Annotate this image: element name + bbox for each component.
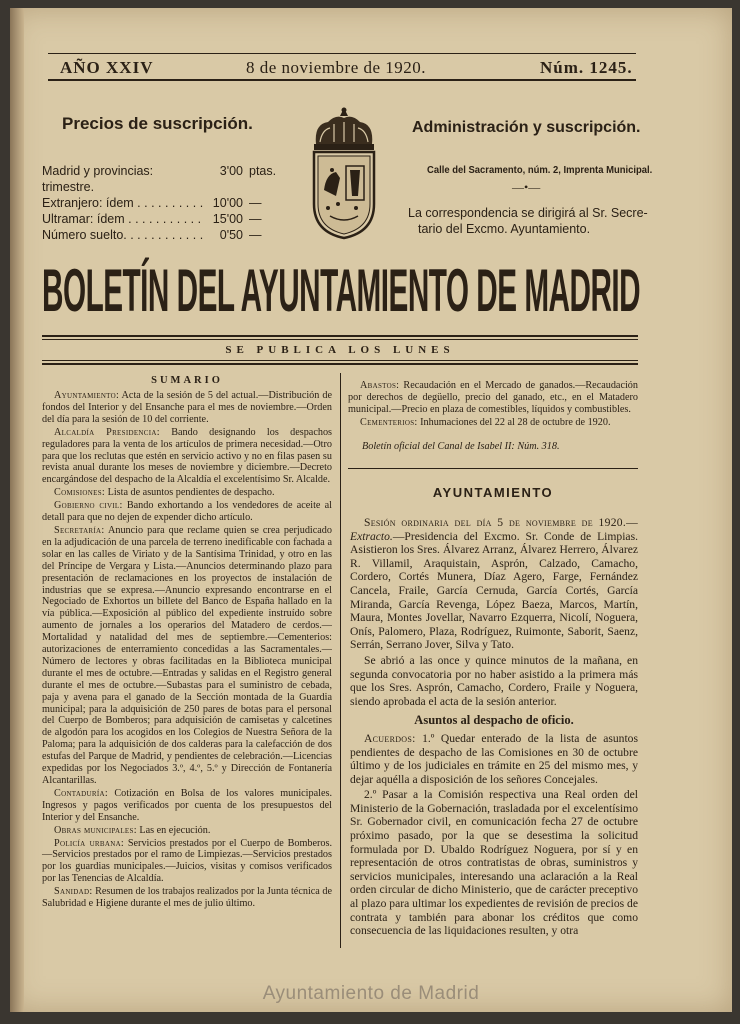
- administration-note-line-1: La correspondencia se dirigirá al Sr. Secre-: [408, 206, 648, 220]
- administration-note-line-2: tario del Excmo. Ayuntamiento.: [418, 222, 591, 236]
- section-text: Recaudación en el Mercado de ganados.—Recaudación por derechos de degüello, precio del ganado, etc., en el Matadero municipal.—Precio en plaza de comestibles, líquidos y combustibles.: [348, 380, 638, 415]
- price-row: [42, 195, 276, 211]
- summary-paragraph: [42, 500, 332, 524]
- administration-dash: —•—: [512, 180, 541, 194]
- summary-paragraph: [42, 487, 332, 499]
- summary-heading: SUMARIO: [151, 375, 223, 386]
- price-amount: 15'00: [212, 212, 243, 226]
- summary-paragraph: [42, 838, 332, 886]
- header-top-rule: [48, 53, 636, 54]
- summary-paragraph: [42, 886, 332, 910]
- subscription-title: Precios de suscripción.: [62, 114, 253, 133]
- price-label: Ultramar: ídem . . . . . . . . . . .: [42, 212, 202, 226]
- canal-bulletin: Boletín oficial del Canal de Isabel II: Núm. 318.: [362, 441, 560, 452]
- section-lead: Abastos:: [360, 380, 400, 391]
- summary-paragraph: [42, 427, 332, 487]
- section-text: Bando exhortando a los vendedores de aceite al detall para que no dejen de expender dicho artículo.: [42, 500, 332, 524]
- header-bottom-rule: [48, 79, 636, 81]
- tagline-rule-2: [42, 363, 638, 365]
- summary-column: [42, 390, 332, 911]
- price-amount: 0'50: [219, 228, 243, 242]
- subscription-price-table: [42, 163, 276, 243]
- section-text: Anuncio para que reclame quien se crea perjudicado en la adjudicación de una parcela de terreno inedificable con fachada a solar en las calles de Viriato y de la Santísima Trinidad, y otro en las del Príncipe de Vergara y Lista.—Anuncios determinando plazo para presentación de reclamaciones en los proyectos de instalación de industrias que se expresa.—Anuncio expresando encontrarse en el Negociado de Exhortos un billete del Banco de España hallado en la vía pública.—Exposición al público del expediente instruído sobre aumento de jornales a los operarios del Matadero de cerdos.—Mortalidad y natalidad del mes de septiembre.—Cementerios: autorizaciones de enterramiento concedidas a las Sacramentales.—Número de lectores y obras facilitadas en la Biblioteca municipal durante el mes de octubre.—Entradas y salidas en el Registro general durante el mes de octubre.—Subastas para el suministro de cebada, paja y avena para el ganado de la Sección montada de la Guardia municipal; para la adquisición de 250 pares de botas para el personal del Cuerpo de Bomberos; para adquisición de camisetas y calcetines de algodón para los acogidos en los Colegios de Nuestra Señora de la Paloma; para la adquisición de dos calderas para la calefacción de dos estufas del Parque de Madrid, y pendientes de celebración.—Licencias expedidas por los Negociados 3.º, 4.º, 5.º y Dirección de Fontanería Alcantarillas.: [42, 524, 332, 786]
- price-unit: —: [249, 196, 262, 210]
- session-paragraph: [350, 516, 638, 652]
- summary-paragraph: [42, 788, 332, 824]
- section-text: Resumen de los trabajos realizados por la Junta técnica de Salubridad e Higiene durante el mes de julio último.: [42, 886, 332, 910]
- section-lead: Cementerios:: [360, 416, 418, 428]
- price-row: [42, 163, 276, 195]
- right-top-column: [348, 380, 638, 430]
- issue-date: 8 de noviembre de 1920.: [246, 58, 427, 77]
- summary-paragraph: [348, 380, 638, 416]
- acuerdo-1: [350, 732, 638, 786]
- administration-title: Administración y suscripción.: [412, 119, 641, 136]
- session-lead: Sesión ordinaria del día 5 de noviembre de 1920.—: [364, 516, 638, 529]
- acuerdos-lead: Acuerdos:: [364, 731, 416, 745]
- price-label: Extranjero: ídem . . . . . . . . . .: [42, 196, 204, 210]
- asuntos-subheading: Asuntos al despacho de oficio.: [414, 713, 574, 728]
- masthead-rule-2: [42, 339, 638, 340]
- summary-paragraph: [42, 825, 332, 837]
- price-unit: ptas.: [249, 164, 277, 178]
- price-unit: —: [249, 228, 262, 242]
- ayuntamiento-body: [350, 516, 638, 940]
- column-divider: [340, 373, 341, 948]
- extracto-label: Extracto.: [350, 529, 393, 543]
- section-lead: Contaduría:: [54, 787, 108, 799]
- ayuntamiento-rule-top: [348, 468, 638, 469]
- price-amount: 10'00: [212, 196, 243, 210]
- watermark: Ayuntamiento de Madrid: [262, 983, 480, 1004]
- section-lead: Alcaldía Presidencia:: [54, 426, 160, 438]
- attendance-text: —Presidencia del Excmo. Sr. Conde de Limpias. Asistieron los Sres. Álvarez Arranz, Álvarez Herrero, Álvarez R. Villamil, Araquistain, Asprón, Calzado, Camacho, Cordero, Cortés Munera, Díaz Agero, Farge, Fernández Cancela, Fraile, García Cernuda, García Cortés, García Miranda, García Revenga, López Baeza, Marcos, Martín, Maura, Montes Jovellar, Navarro Ezquerra, Nicolí, Noguera, Onís, Palomero, Plaza, Rodríguez, Ruimonte, Saborit, Saenz, Serrán, Serrano Jover, Silva y Tato.: [350, 529, 638, 652]
- newspaper-page: [10, 8, 732, 1012]
- section-text: Inhumaciones del 22 al 28 de octubre de 1920.: [417, 416, 611, 428]
- tagline-rule-1: [42, 360, 638, 361]
- masthead-rule-1: [42, 335, 638, 337]
- section-lead: Sanidad:: [54, 886, 93, 898]
- year-label: AÑO XXIV: [60, 58, 154, 77]
- section-text: Lista de asuntos pendientes de despacho.: [105, 487, 275, 499]
- opening-paragraph: Se abrió a las once y quince minutos de la mañana, en segunda convocatoria por no haber asistido a la primera más que los Sres. Asprón, Camacho, Cordero, Fraile y Noguera, siendo aprobada el acta de la sesión anterior.: [350, 653, 638, 708]
- price-row: [42, 227, 276, 243]
- section-lead: Obras municipales:: [54, 824, 137, 836]
- price-amount: 3'00: [219, 164, 243, 178]
- section-lead: Policía urbana:: [54, 837, 125, 849]
- administration-address: Calle del Sacramento, núm. 2, Imprenta Municipal.: [427, 164, 653, 176]
- price-row: [42, 211, 276, 227]
- acuerdo-1-text: 1.º Quedar enterado de la lista de asuntos pendientes de despacho de las Comisiones en 30 de octubre último y de los judiciales en trámite en 25 del mismo mes, y dejar aquélla a disposición de los señores Concejales.: [350, 731, 638, 786]
- summary-paragraph: [42, 390, 332, 426]
- section-lead: Secretaría:: [54, 524, 105, 536]
- price-label: Número suelto. . . . . . . . . . . .: [42, 228, 204, 242]
- section-text: Acta de la sesión de 5 del actual.—Distribución de fondos del Interior y del Ensanche para el mes de noviembre.—Orden del día para la sesión de 10 del corriente.: [42, 390, 332, 425]
- ayuntamiento-heading: AYUNTAMIENTO: [432, 485, 554, 500]
- section-lead: Gobierno civil:: [54, 500, 123, 512]
- issue-number: Núm. 1245.: [540, 58, 633, 77]
- binding-spine: [10, 8, 24, 1012]
- section-lead: Ayuntamiento:: [54, 390, 120, 401]
- price-label: Madrid y provincias: trimestre.: [42, 164, 154, 194]
- section-text: Cotización en Bolsa de los valores municipales. Ingresos y pagos verificados por cuenta de los presupuestos del Interior y del Ensanche.: [42, 787, 332, 823]
- price-unit: —: [249, 212, 262, 226]
- section-text: Servicios prestados por el Cuerpo de Bomberos.—Servicios prestados por el ramo de Limpiezas.—Servicios prestados por los guardias municipales.—Juicios, visitas y comisos verificados por las Tenencias de Alcaldía.: [42, 837, 332, 885]
- summary-paragraph: [42, 525, 332, 787]
- acuerdo-2: 2.º Pasar a la Comisión respectiva una Real orden del Ministerio de la Gobernación, trasladada por el excelentísimo Sr. Gobernador civil, en comunicación fecha 27 de octubre próximo pasado, por la que se desestima la solicitud formulada por D. Ubaldo Rodríguez Noguera, por sí y en representación de otros contratistas de obras, suministros y servicios municipales, interesando una aclaración a la Real orden circular de dicho Ministerio, que de carácter preceptivo al plazo para ultimar los expedientes de revisión de precios de contrata y también para abonar los créditos que como consecuencia de las liquidaciones resulten, y otra: [350, 788, 638, 938]
- masthead-title: BOLETÍN DEL AYUNTAMIENTO DE MADRID: [42, 257, 641, 324]
- madrid-coat-of-arms-icon: [306, 104, 382, 244]
- section-text: Las en ejecución.: [136, 824, 211, 836]
- tagline: SE PUBLICA LOS LUNES: [225, 344, 455, 356]
- summary-paragraph: [348, 417, 638, 429]
- section-text: Bando designando los despachos reguladores para la venta de los artículos de primera necesidad.—Otro para que los reclutas que estén en servicio activo y no en filas pasen su revista anual durante los meses de noviembre y diciembre.—Decreto encargándose del despacho de la Alcaldía el excelentísimo Sr. Alcalde.: [42, 426, 333, 486]
- section-lead: Comisiones:: [54, 487, 106, 499]
